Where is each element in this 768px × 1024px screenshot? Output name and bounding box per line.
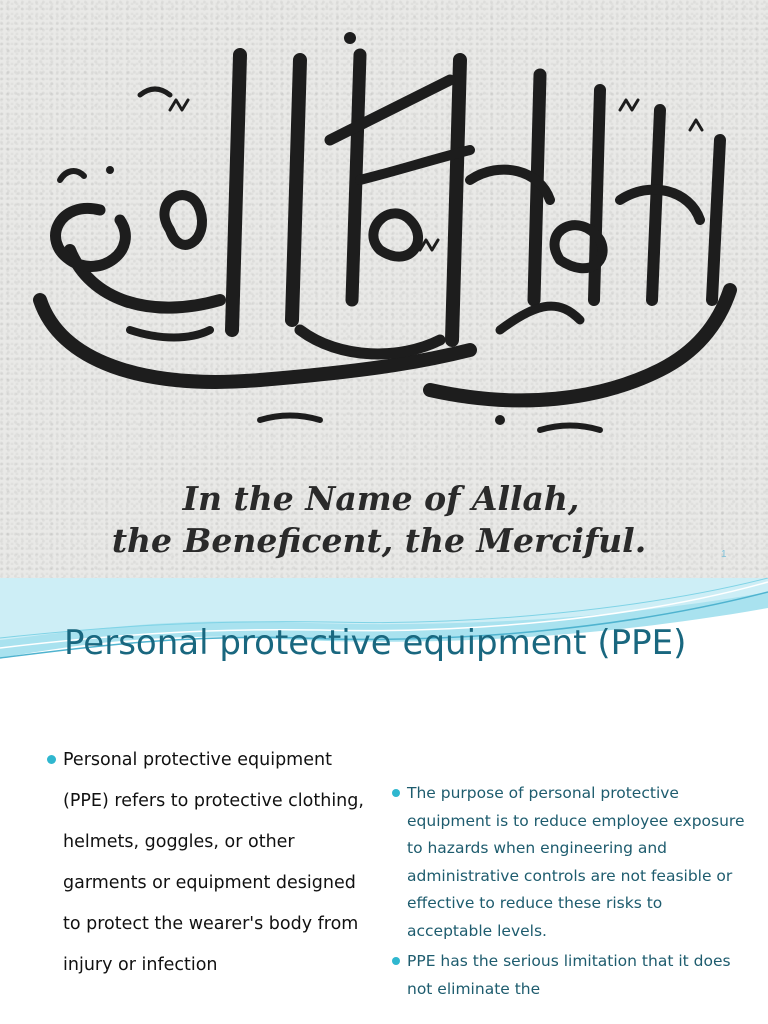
caption-line-1: In the Name of Allah, — [182, 479, 580, 518]
right-bullet-text: The purpose of personal protective equipment is to reduce employee exposure to hazards when engineering and administrative controls are not feasible or effective to reduce these risks to acceptable levels. — [407, 784, 745, 940]
caption-line-2: the Beneficent, the Merciful. — [111, 521, 647, 560]
left-bullet-text: Personal protective equipment (PPE) refers to protective clothing, helmets, goggles, or other garments or equipment designed to protect the wearer's body from injury or infection — [63, 750, 364, 975]
left-bullet — [47, 740, 377, 986]
slide-2 — [0, 578, 768, 1024]
bismillah-calligraphy-image — [0, 0, 768, 470]
bullet-dot-icon — [392, 789, 400, 797]
right-bullet-text: PPE has the serious limitation that it does not eliminate the — [407, 952, 731, 998]
right-bullet-2 — [390, 948, 750, 1003]
bullet-dot-icon — [47, 755, 56, 764]
slide-number: 1 — [721, 549, 727, 560]
bullet-dot-icon — [392, 957, 400, 965]
slide-title: Personal protective equipment (PPE) — [64, 623, 687, 663]
right-bullet-1 — [390, 780, 750, 945]
right-bullet-list — [390, 780, 750, 1006]
